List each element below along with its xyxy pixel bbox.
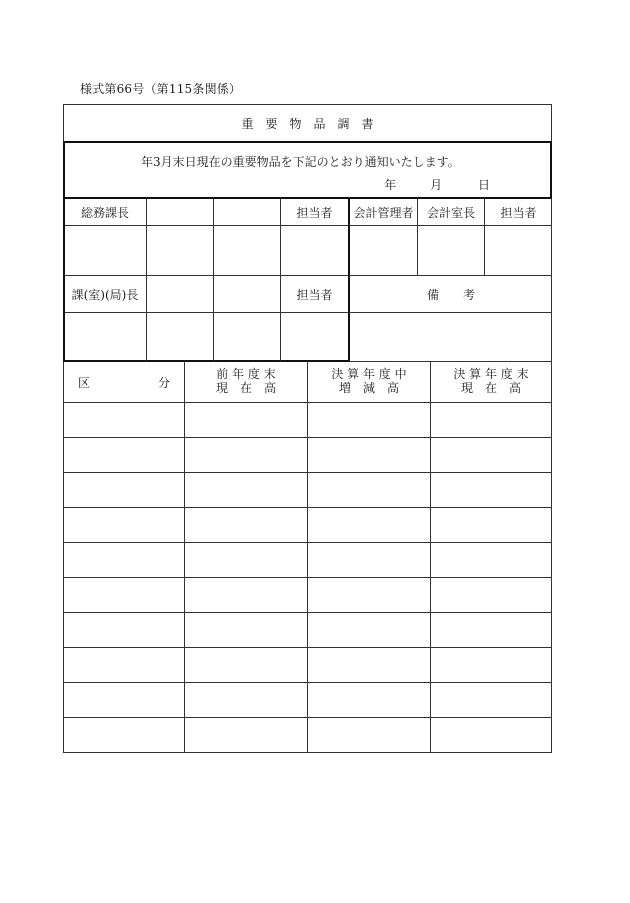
label-person-in-charge-3: 担当者 bbox=[281, 276, 348, 313]
approval-blank bbox=[214, 199, 281, 226]
row-change-cell[interactable] bbox=[308, 403, 431, 437]
row-current-cell[interactable] bbox=[431, 543, 551, 577]
row-change-cell[interactable] bbox=[308, 613, 431, 647]
label-accounting-office-chief: 会計室長 bbox=[418, 199, 485, 226]
table-header bbox=[64, 362, 551, 403]
row-change-cell[interactable] bbox=[308, 718, 431, 752]
row-current-cell[interactable] bbox=[431, 683, 551, 717]
label-person-in-charge-2: 担当者 bbox=[485, 199, 552, 226]
label-remarks: 備 考 bbox=[348, 276, 552, 313]
table-row bbox=[64, 508, 551, 543]
table-row bbox=[64, 648, 551, 683]
table-row bbox=[64, 718, 551, 752]
row-current-cell[interactable] bbox=[431, 613, 551, 647]
row-change-cell[interactable] bbox=[308, 543, 431, 577]
row-category-cell[interactable] bbox=[64, 473, 185, 507]
label-person-in-charge: 担当者 bbox=[281, 199, 348, 226]
row-current-cell[interactable] bbox=[431, 438, 551, 472]
row-current-cell[interactable] bbox=[431, 403, 551, 437]
seal-box bbox=[64, 226, 147, 276]
row-category-cell[interactable] bbox=[64, 543, 185, 577]
row-change-cell[interactable] bbox=[308, 438, 431, 472]
table-body bbox=[64, 403, 551, 752]
seal-box bbox=[214, 313, 281, 362]
table-row bbox=[64, 543, 551, 578]
row-prev-cell[interactable] bbox=[185, 683, 308, 717]
row-prev-cell[interactable] bbox=[185, 473, 308, 507]
row-prev-cell[interactable] bbox=[185, 403, 308, 437]
seal-box bbox=[214, 226, 281, 276]
item-table bbox=[64, 362, 551, 752]
seal-box bbox=[418, 226, 485, 276]
approval-grid bbox=[64, 199, 551, 362]
label-accounting-manager: 会計管理者 bbox=[348, 199, 418, 226]
notice-box bbox=[63, 141, 552, 199]
row-prev-cell[interactable] bbox=[185, 578, 308, 612]
row-current-cell[interactable] bbox=[431, 578, 551, 612]
table-row bbox=[64, 473, 551, 508]
row-change-cell[interactable] bbox=[308, 683, 431, 717]
row-category-cell[interactable] bbox=[64, 438, 185, 472]
row-prev-cell[interactable] bbox=[185, 648, 308, 682]
notice-message: 年3月末日現在の重要物品を下記のとおり通知いたします。 bbox=[141, 155, 460, 169]
date-month: 月 bbox=[430, 178, 443, 192]
row-prev-cell[interactable] bbox=[185, 438, 308, 472]
table-row bbox=[64, 683, 551, 718]
row-current-cell[interactable] bbox=[431, 473, 551, 507]
row-category-cell[interactable] bbox=[64, 403, 185, 437]
col-current-year-end bbox=[431, 362, 551, 402]
page-title: 重要物品調書 bbox=[241, 116, 386, 131]
col-change-line1: 決 算 年 度 中 bbox=[331, 367, 407, 381]
row-current-cell[interactable] bbox=[431, 718, 551, 752]
row-category-cell[interactable] bbox=[64, 613, 185, 647]
col-category-b: 分 bbox=[157, 376, 170, 390]
table-row bbox=[64, 438, 551, 473]
approval-blank bbox=[214, 276, 281, 313]
row-category-cell[interactable] bbox=[64, 578, 185, 612]
table-row bbox=[64, 578, 551, 613]
label-general-affairs-chief: 総務課長 bbox=[64, 199, 147, 226]
label-section-chief: 課(室)(局)長 bbox=[64, 276, 147, 313]
seal-box bbox=[348, 226, 418, 276]
row-change-cell[interactable] bbox=[308, 578, 431, 612]
table-row bbox=[64, 403, 551, 438]
col-prev-line1: 前 年 度 末 bbox=[216, 367, 276, 381]
col-prev-year-end bbox=[185, 362, 308, 402]
row-category-cell[interactable] bbox=[64, 508, 185, 542]
row-prev-cell[interactable] bbox=[185, 613, 308, 647]
seal-box bbox=[147, 313, 214, 362]
col-category-a: 区 bbox=[78, 376, 91, 390]
seal-box bbox=[281, 313, 348, 362]
col-change-line2: 増 減 高 bbox=[338, 381, 399, 395]
form-number: 様式第66号（第115条関係） bbox=[80, 82, 242, 96]
row-category-cell[interactable] bbox=[64, 683, 185, 717]
seal-box bbox=[281, 226, 348, 276]
title-row bbox=[64, 105, 551, 142]
date-day: 日 bbox=[477, 178, 490, 192]
remarks-box[interactable] bbox=[348, 313, 552, 362]
row-category-cell[interactable] bbox=[64, 648, 185, 682]
row-change-cell[interactable] bbox=[308, 473, 431, 507]
form-sheet bbox=[63, 104, 552, 753]
row-prev-cell[interactable] bbox=[185, 718, 308, 752]
approval-blank bbox=[147, 199, 214, 226]
col-prev-line2: 現 在 高 bbox=[215, 381, 276, 395]
col-current-line1: 決 算 年 度 末 bbox=[453, 367, 529, 381]
row-change-cell[interactable] bbox=[308, 508, 431, 542]
row-current-cell[interactable] bbox=[431, 648, 551, 682]
row-prev-cell[interactable] bbox=[185, 508, 308, 542]
date-year: 年 bbox=[384, 178, 397, 192]
col-change bbox=[308, 362, 431, 402]
seal-box bbox=[64, 313, 147, 362]
seal-box bbox=[485, 226, 552, 276]
seal-box bbox=[147, 226, 214, 276]
row-category-cell[interactable] bbox=[64, 718, 185, 752]
row-current-cell[interactable] bbox=[431, 508, 551, 542]
row-prev-cell[interactable] bbox=[185, 543, 308, 577]
row-change-cell[interactable] bbox=[308, 648, 431, 682]
table-row bbox=[64, 613, 551, 648]
notice-date bbox=[362, 176, 490, 193]
col-current-line2: 現 在 高 bbox=[460, 381, 521, 395]
col-category bbox=[64, 362, 185, 402]
approval-blank bbox=[147, 276, 214, 313]
